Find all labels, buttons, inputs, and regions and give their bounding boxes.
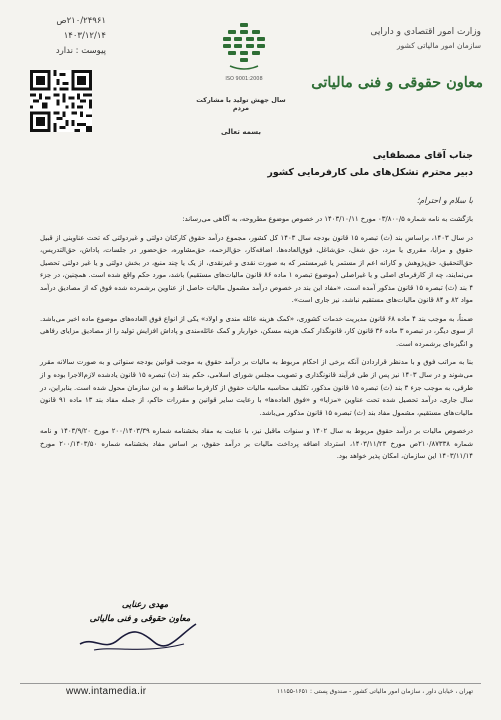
tax-organization-logo-icon	[222, 22, 266, 72]
body-paragraph: ضمناً، به موجب بند ۴ ماده ۶۸ قانون مدیریت خدمات کشوری، «کمک هزینه عائله مندی و اولاد» یکی از انواع فوق العاده‌های موضوع ماده اخیر می‌باشد. از سوی دیگر، در تبصره ۳ ماده ۳۶ قانون کار، قانونگذار کمک هزینه مسکن، خواربار و کمک عائله‌مندی و پاداش افزایش تولید را از مصادیق مزایای رفاهی و انگیزه‌ای برشمرده است.	[40, 314, 473, 348]
signatory-title: معاون حقوقی و فنی مالیاتی	[89, 614, 191, 624]
addressee-name: جناب آقای مصطفایی	[372, 150, 473, 161]
ministry-line-2: سازمان امور مالیاتی کشور	[397, 41, 481, 50]
letter-body	[40, 213, 473, 469]
year-slogan: سال جهش تولید با مشارکت مردم	[196, 96, 286, 112]
body-paragraph: درخصوص مالیات بر درآمد حقوق مربوط به سال ۱۴۰۲ و سنوات ماقبل نیز، با عنایت به مفاد بخشنامه شماره ۲۰۰/۱۴۰۳/۳۹ مورخ ۱۴۰۳/۹/۲۰ و نامه شماره ۲۱۰/۸۷۳۳۸ص مورخ ۱۴۰۳/۱۱/۲۳، استرداد اضافه پرداخت مالیات بر درآمد حقوق، بر اساس مفاد بخشنامه شماره ۲۰۰/۱۴۰۳/۵۰ مورخ ۱۴۰۳/۱۱/۱۴ این سازمان، امکان پذیر خواهد بود.	[40, 427, 473, 461]
greeting: با سلام و احترام؛	[416, 196, 473, 205]
body-paragraph: بازگشت به نامه شماره ۰۳/۸۰۰/۵ مورخ ۱۴۰۳/۱۰/۱۱ در خصوص موضوع مطروحه، به آگاهی می‌رساند:	[182, 215, 473, 223]
letter-number: ۲۱۰/۲۴۹۶۱ص	[56, 16, 106, 26]
letter-attachment: پیوست : ندارد	[55, 46, 106, 56]
signatory-name: مهدی رعنایی	[121, 600, 169, 610]
deputy-title-heading: معاون حقوقی و فنی مالیاتی	[311, 74, 483, 91]
body-paragraph: بنا به مراتب فوق و با مدنظر قراردادن آنکه برخی از احکام مربوط به مالیات بر درآمد حقوق به موجب قوانین بودجه سنواتی و به صورت سالانه مقرر می‌شوند و در سال ۱۴۰۳ نیز پس از طی فرآیند قانونگذاری و تصویب مجلس شورای اسلامی، حکم بند (ث) تبصره ۱۵ قانون یادشده لازم‌الاجرا بوده و از طرفی، به موجب جزء ۳ بند (ث) تبصره ۱۵ قانون مذکور، تکلیف محاسبه مالیات حقوق از کارفرما ساقط و به این سازمان محول شده است. بنابراین، در سال جاری، درآمد تحصیل شده تحت عناوین «مزایا» و «فوق العاده‌ها» با رعایت سایر قوانین و مقررات حاکم، از جمله مفاد بند ۱۳ ماده ۹۱ قانون مالیات‌های مستقیم، مشمول مفاد بند (ث) تبصره ۱۵ قانون مذکور می‌باشد.	[40, 358, 473, 417]
letter-meta	[20, 14, 106, 59]
iso-certificate: ISO 9001:2008	[225, 76, 263, 82]
addressee-title: دبیر محترم تشکل‌های ملی کارفرمایی کشور	[267, 167, 473, 178]
qr-code-icon	[30, 70, 92, 132]
ministry-name	[331, 26, 481, 52]
letter-date: ۱۴۰۳/۱۲/۱۴	[63, 31, 106, 41]
body-paragraph: در سال ۱۴۰۳، براساس بند (ث) تبصره ۱۵ قانون بودجه سال ۱۴۰۳ کل کشور، مجموع درآمد حقوق کارکنان دولتی و غیردولتی که تحت عناوینی از قبیل حقوق و مزایا، مقرری یا مزد، حق شغل، حق‌شاغل، فوق‌العاده‌ها، اضافه‌کار، حق‌الزحمه، حق‌مشاوره، حق‌حضور در جلسات، پاداش، حق‌التدریس، حق‌التحقیق، حق‌پژوهش و کارانه اعم از مستمر یا غیرمستمر که به صورت نقدی و غیرنقدی، از یک یا چند منبع، در بخش دولتی و یا غیر دولتی تحصیل می‌نمایند، چه از کارفرمای اصلی و یا غیراصلی (موضوع تبصره ۱ ماده ۸۶ قانون مالیات‌های مستقیم) باشد، مورد حکم واقع شده است. همچنین، در جزء ۴ بند (ث) تبصره ۱۵ قانون مذکور آمده است، «مفاد این بند در خصوص درآمد مشمول مالیات حاصل از عناوین برشمرده شده فوق که از مصادیق درآمد مواد ۸۲ و ۸۴ قانون مالیات‌های مستقیم نباشد، نیز جاری است».	[40, 233, 474, 305]
footer-address: تهران ، خیابان داور ، سازمان امور مالیاتی کشور - صندوق پستی : ۱۶۵۱-۱۱۱۵۵	[276, 688, 473, 695]
ministry-line-1: وزارت امور اقتصادی و دارایی	[370, 27, 481, 37]
salutation-heading: بسمه تعالی	[220, 128, 262, 136]
footer-divider	[20, 683, 481, 684]
footer-website: www.intamedia.ir	[66, 686, 147, 697]
